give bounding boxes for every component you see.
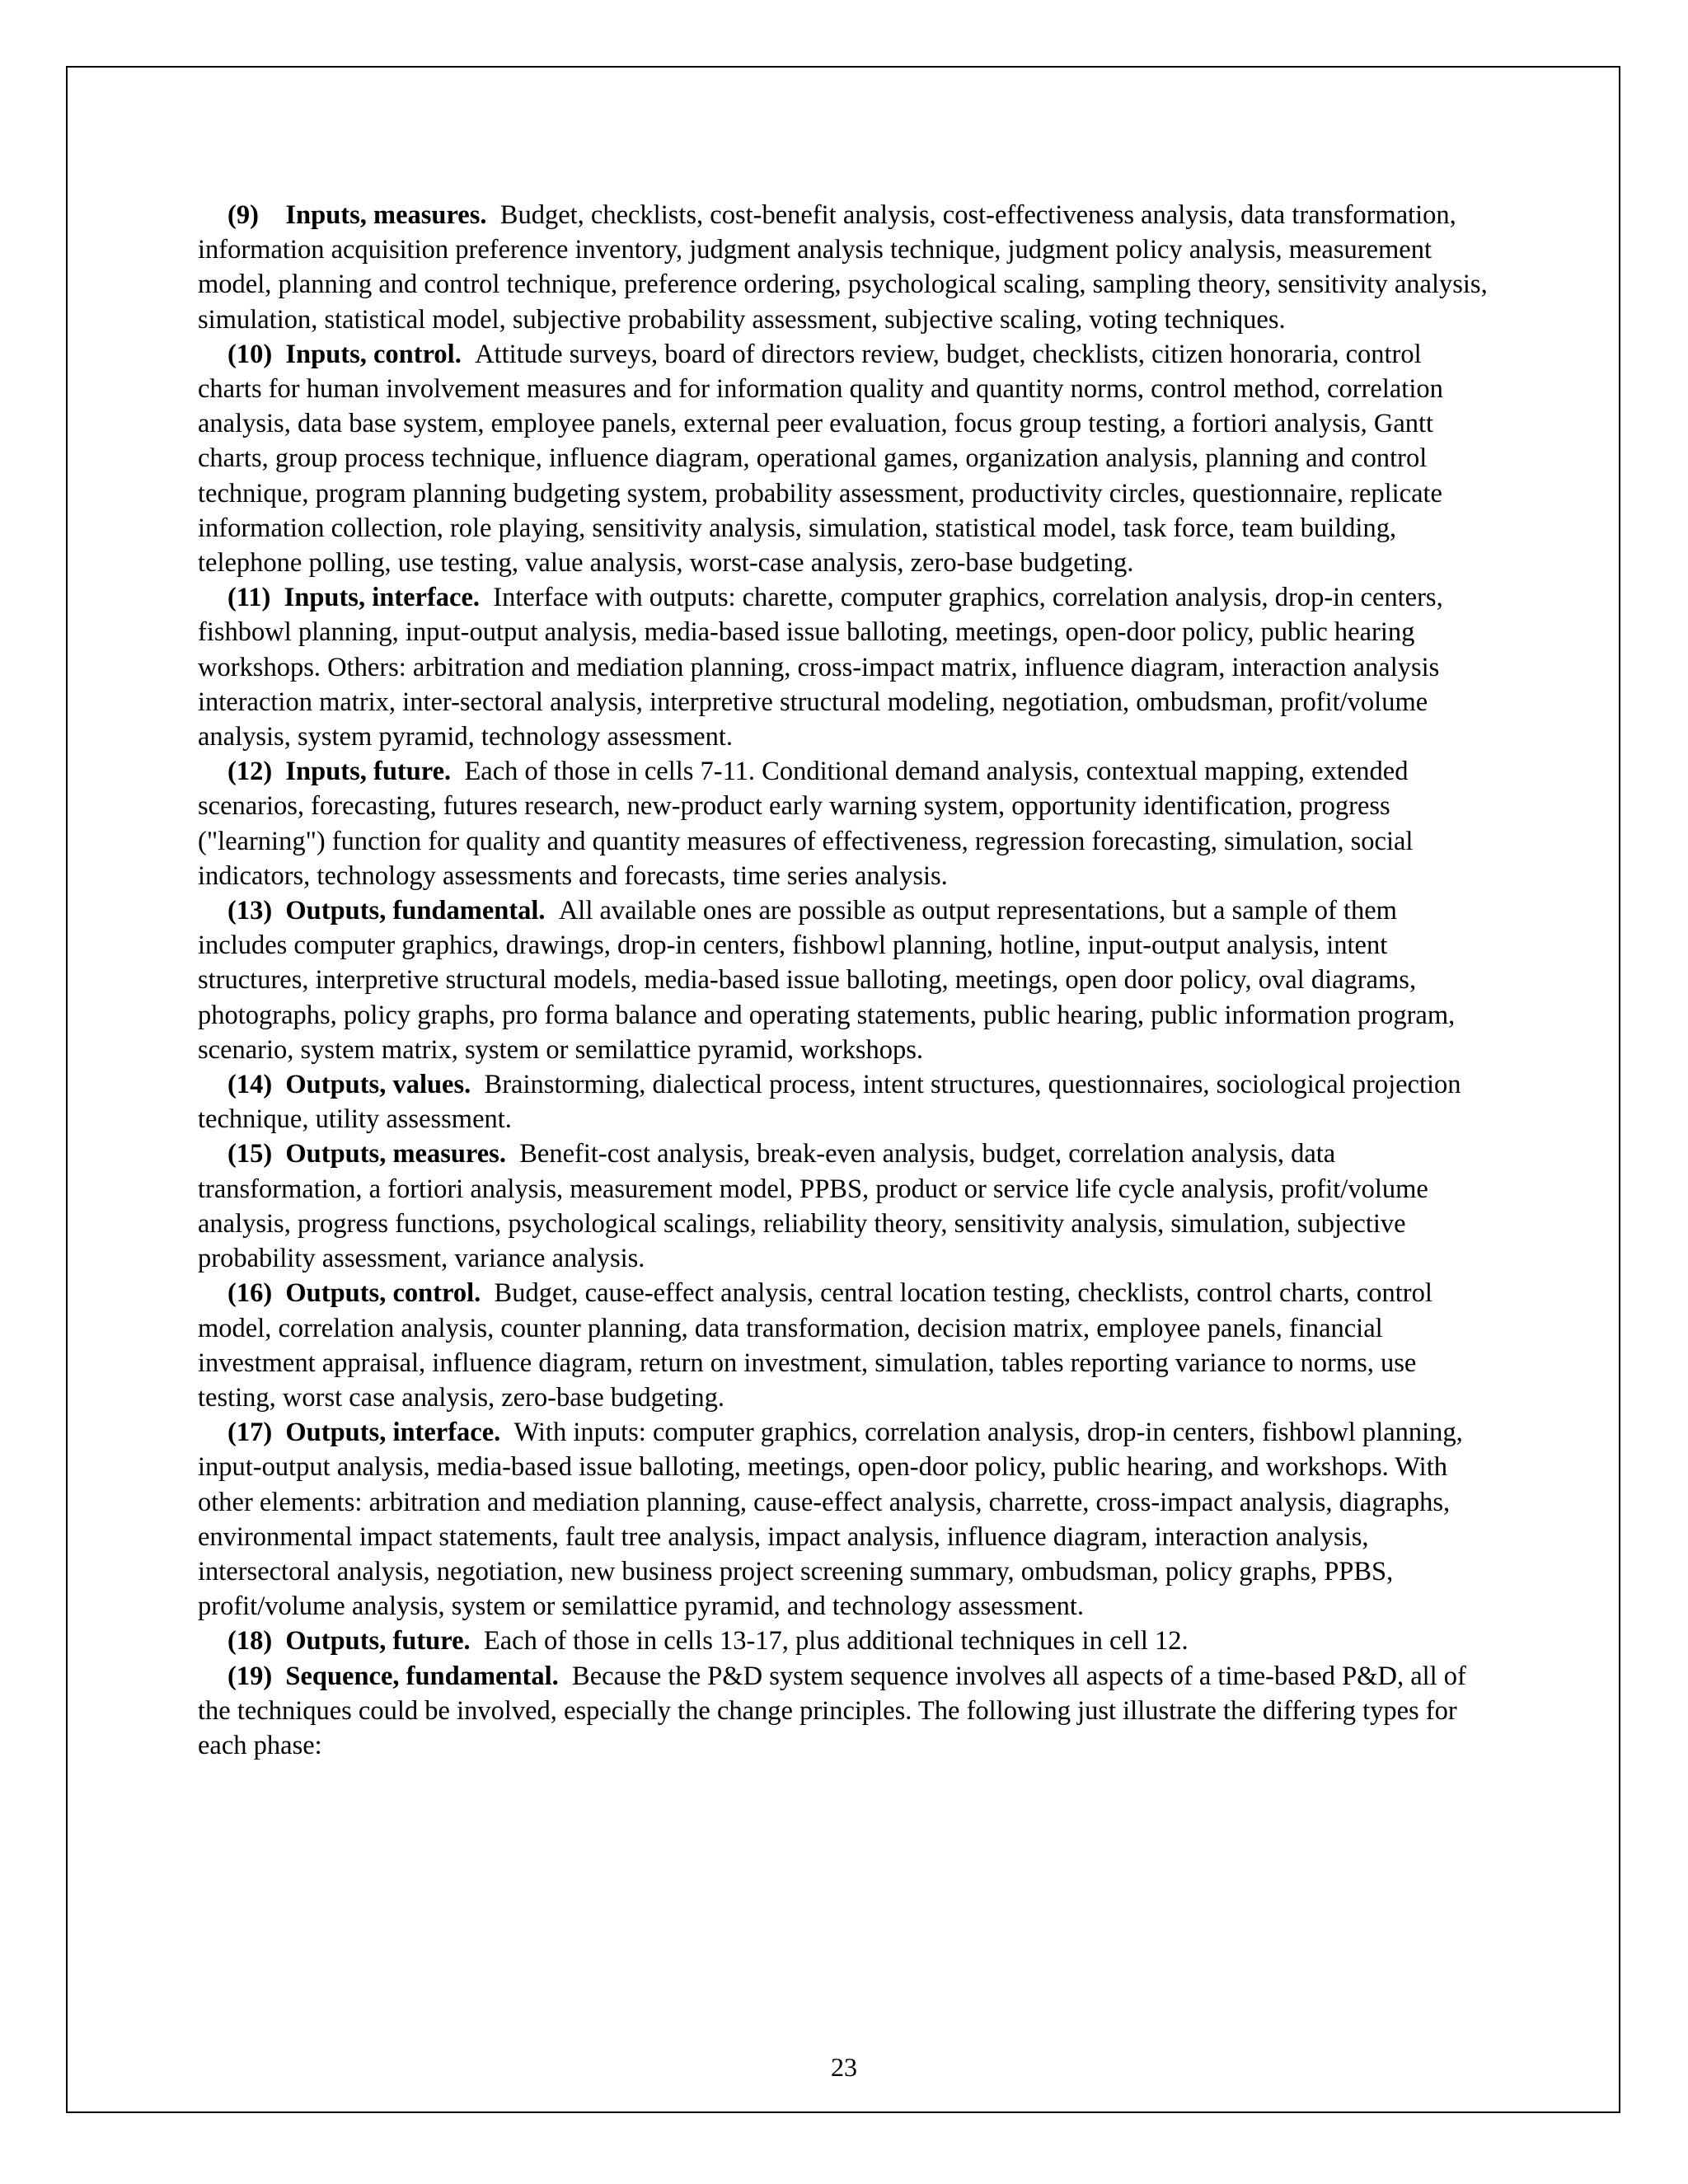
item-body: Budget, checklists, cost-benefit analysis, cost-effectiveness analysis, data transformation, information acquisition preference inventory, judgment analysis technique, judgment policy analysis, measurement model, planning and control technique, preference ordering, psychological scaling, sampling theory, sensitivity analysis, simulation, statistical model, subjective probability assessment, subjective scaling, voting techniques. (198, 200, 1488, 335)
item-body: Brainstorming, dialectical process, intent structures, questionnaires, sociological projection technique, utility assessment. (198, 1070, 1461, 1135)
item-heading: Inputs, interface. (284, 583, 481, 613)
item-heading: Outputs, fundamental. (285, 896, 546, 926)
item-heading: Outputs, control. (285, 1278, 481, 1309)
item-heading: Inputs, future. (285, 757, 452, 787)
item-body: Each of those in cells 7-11. Conditional demand analysis, contextual mapping, extended scenarios, forecasting, futures research, new-product early warning system, opportunity identification, progress ("learning") function for quality and quantity measures of effectiveness, regression forecasting, simulation, social indicators, technology assessments and forecasts, time series analysis. (198, 757, 1414, 891)
paragraph-item-19 (198, 1659, 1490, 1764)
paragraph-item-11 (198, 580, 1490, 754)
item-heading: Inputs, measures. (285, 200, 487, 230)
paragraph-item-18 (198, 1624, 1490, 1658)
item-number: (16) (227, 1278, 273, 1309)
paragraph-item-15 (198, 1137, 1490, 1276)
paragraph-item-10 (198, 337, 1490, 580)
item-body: With inputs: computer graphics, correlation analysis, drop-in centers, fishbowl planning, input-output analysis, media-based issue balloting, meetings, open-door policy, public hearing, and workshops. With other elements: arbitration and mediation planning, cause-effect analysis, charrette, cross-impact analysis, diagraphs, environmental impact statements, fault tree analysis, impact analysis, influence diagram, interaction analysis, intersectoral analysis, negotiation, new business project screening summary, ombudsman, policy graphs, PPBS, profit/volume analysis, system or semilattice pyramid, and technology assessment. (198, 1418, 1463, 1622)
item-heading: Inputs, control. (285, 339, 462, 369)
item-number: (14) (227, 1070, 273, 1100)
item-number: (18) (227, 1626, 273, 1657)
paragraph-item-16 (198, 1276, 1490, 1415)
item-number: (11) (227, 583, 271, 613)
item-number: (19) (227, 1661, 273, 1691)
item-number: (10) (227, 339, 273, 369)
item-body: Attitude surveys, board of directors review, budget, checklists, citizen honoraria, control charts for human involvement measures and for information quality and quantity norms, control method, correlation analysis, data base system, employee panels, external peer evaluation, focus group testing, a fortiori analysis, Gantt charts, group process technique, influence diagram, operational games, organization analysis, planning and control technique, program planning budgeting system, probability assessment, productivity circles, questionnaire, replicate information collection, role playing, sensitivity analysis, simulation, statistical model, task force, team building, telephone polling, use testing, value analysis, worst-case analysis, zero-base budgeting. (198, 339, 1443, 579)
paragraph-item-13 (198, 893, 1490, 1067)
item-number: (13) (227, 896, 273, 926)
item-number: (17) (227, 1418, 273, 1448)
item-body: Benefit-cost analysis, break-even analysis, budget, correlation analysis, data transformation, a fortiori analysis, measurement model, PPBS, product or service life cycle analysis, profit/volume analysis, progress functions, psychological scalings, reliability theory, sensitivity analysis, simulation, subjective probability assessment, variance analysis. (198, 1139, 1428, 1274)
item-body: Budget, cause-effect analysis, central location testing, checklists, control charts, control model, correlation analysis, counter planning, data transformation, decision matrix, employee panels, financial investment appraisal, influence diagram, return on investment, simulation, tables reporting variance to norms, use testing, worst case analysis, zero-base budgeting. (198, 1278, 1432, 1413)
item-heading: Outputs, future. (285, 1626, 471, 1657)
item-heading: Outputs, interface. (285, 1418, 501, 1448)
paragraph-item-14 (198, 1067, 1490, 1137)
item-body: Interface with outputs: charette, computer graphics, correlation analysis, drop-in centers, fishbowl planning, input-output analysis, media-based issue balloting, meetings, open-door policy, public hearing workshops. Others: arbitration and mediation planning, cross-impact matrix, influence diagram, interaction analysis interaction matrix, inter-sectoral analysis, interpretive structural modeling, negotiation, ombudsman, profit/volume analysis, system pyramid, technology assessment. (198, 583, 1443, 752)
paragraph-item-12 (198, 754, 1490, 893)
item-heading: Outputs, values. (285, 1070, 471, 1100)
document-body (198, 198, 1490, 1763)
item-body: Because the P&D system sequence involves all aspects of a time-based P&D, all of the techniques could be involved, especially the change principles. The following just illustrate the differing types for each phase: (198, 1661, 1466, 1760)
paragraph-item-9 (198, 198, 1490, 337)
item-body: All available ones are possible as output representations, but a sample of them includes computer graphics, drawings, drop-in centers, fishbowl planning, hotline, input-output analysis, intent structures, interpretive structural models, media-based issue balloting, meetings, open door policy, oval diagrams, photographs, policy graphs, pro forma balance and operating statements, public hearing, public information program, scenario, system matrix, system or semilattice pyramid, workshops. (198, 896, 1456, 1065)
item-number: (12) (227, 757, 273, 787)
item-number: (15) (227, 1139, 273, 1169)
item-number: (9) (227, 200, 259, 230)
item-heading: Outputs, measures. (285, 1139, 506, 1169)
item-body: Each of those in cells 13-17, plus additional techniques in cell 12. (483, 1626, 1189, 1657)
paragraph-item-17 (198, 1415, 1490, 1624)
page-number: 23 (831, 2052, 857, 2082)
item-heading: Sequence, fundamental. (285, 1661, 559, 1691)
